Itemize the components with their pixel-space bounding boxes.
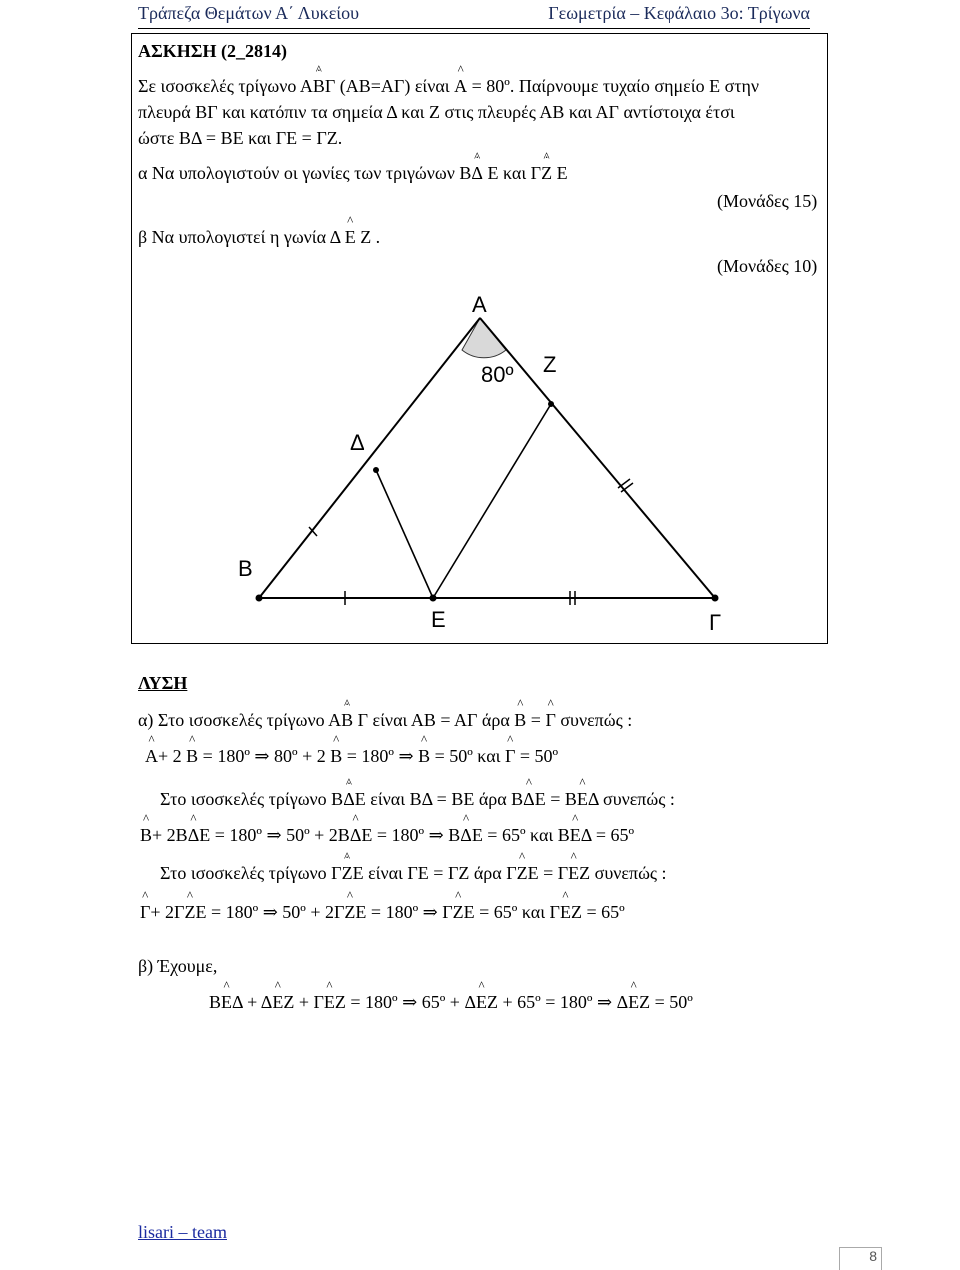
point-g	[712, 595, 719, 602]
point-d	[373, 467, 379, 473]
solution-line-8: Β^ ΕΔ + Δ^ ΕΖ + Γ^ ΕΖ = 180º ⇒ 65º + Δ^ ΕΖ + 65º = 180º ⇒ Δ^ ΕΖ = 50º	[209, 993, 693, 1011]
footer-link[interactable]: lisari – team	[138, 1222, 227, 1242]
question-a: α Να υπολογιστούν οι γωνίες των τριγώνων Β^ Δ . Ε και Γ^ Ζ . Ε	[138, 164, 568, 182]
label-e: Ε	[431, 607, 446, 632]
label-d: Δ	[350, 430, 365, 455]
label-b: Β	[238, 556, 253, 581]
solution-title: ΛΥΣΗ	[138, 673, 188, 693]
page-header	[138, 0, 810, 29]
header-right: Γεωμετρία – Κεφάλαιο 3ο: Τρίγωνα	[548, 3, 810, 23]
solution-line-2: ^ Α+ 2 ^ Β = 180º ⇒ 80º + 2 ^ Β = 180º ⇒ ^ Β = 50º και ^ Γ = 50º	[145, 747, 558, 765]
question-b-marks: (Μονάδες 10)	[717, 256, 818, 276]
segment-ez	[433, 404, 551, 598]
exercise-intro-line-3: ώστε ΒΔ = ΒΕ και ΓΕ = ΓΖ.	[138, 128, 343, 148]
exercise-intro-line-2: πλευρά ΒΓ και κατόπιν τα σημεία Δ και Ζ στις πλευρές ΑΒ και ΑΓ αντίστοιχα έτσι	[138, 102, 735, 122]
label-a: Α	[472, 292, 487, 317]
point-e	[430, 595, 437, 602]
label-angle: 80º	[481, 362, 514, 387]
solution-line-1: α) Στο ισοσκελές τρίγωνο Α^ Β . Γ είναι ΑΒ = ΑΓ άρα ^ Β = ^ Γ συνεπώς :	[138, 711, 632, 729]
question-b: β Να υπολογιστεί η γωνία Δ ^ Ε Ζ .	[138, 228, 380, 246]
solution-line-7: β) Έχουμε,	[138, 956, 218, 976]
solution-line-4: ^ Β+ 2Β^ ΔΕ = 180º ⇒ 50º + 2Β^ ΔΕ = 180º ⇒ Β^ ΔΕ = 65º και Β^ ΕΔ = 65º	[140, 826, 634, 844]
side-ab	[259, 318, 480, 598]
page-number: 8	[839, 1247, 882, 1270]
triangle-figure	[131, 280, 826, 640]
point-b	[256, 595, 263, 602]
point-z	[548, 401, 554, 407]
header-left: Τράπεζα Θεμάτων Α΄ Λυκείου	[138, 3, 360, 23]
side-ag	[480, 318, 715, 598]
solution-line-5: Στο ισοσκελές τρίγωνο Γ^ Ζ .Ε είναι ΓΕ = ΓΖ άρα Γ^ ΖΕ = Γ^ ΕΖ συνεπώς :	[160, 864, 667, 882]
solution-line-3: Στο ισοσκελές τρίγωνο Β^ Δ .Ε είναι ΒΔ = ΒΕ άρα Β^ ΔΕ = Β^ ΕΔ συνεπώς :	[160, 790, 675, 808]
exercise-intro-line-1: Σε ισοσκελές τρίγωνο Α^ Β .Γ (ΑΒ=ΑΓ) είναι ^ Α = 80º. Παίρνουμε τυχαίο σημείο Ε στην	[138, 77, 759, 95]
exercise-title: ΑΣΚΗΣΗ (2_2814)	[138, 41, 288, 61]
question-a-marks: (Μονάδες 15)	[717, 191, 818, 211]
label-g: Γ	[709, 610, 722, 635]
segment-de	[376, 470, 433, 598]
label-z: Ζ	[543, 352, 557, 377]
solution-line-6: ^ Γ+ 2Γ^ ΖΕ = 180º ⇒ 50º + 2Γ^ ΖΕ = 180º ⇒ Γ^ ΖΕ = 65º και Γ^ ΕΖ = 65º	[140, 903, 625, 921]
